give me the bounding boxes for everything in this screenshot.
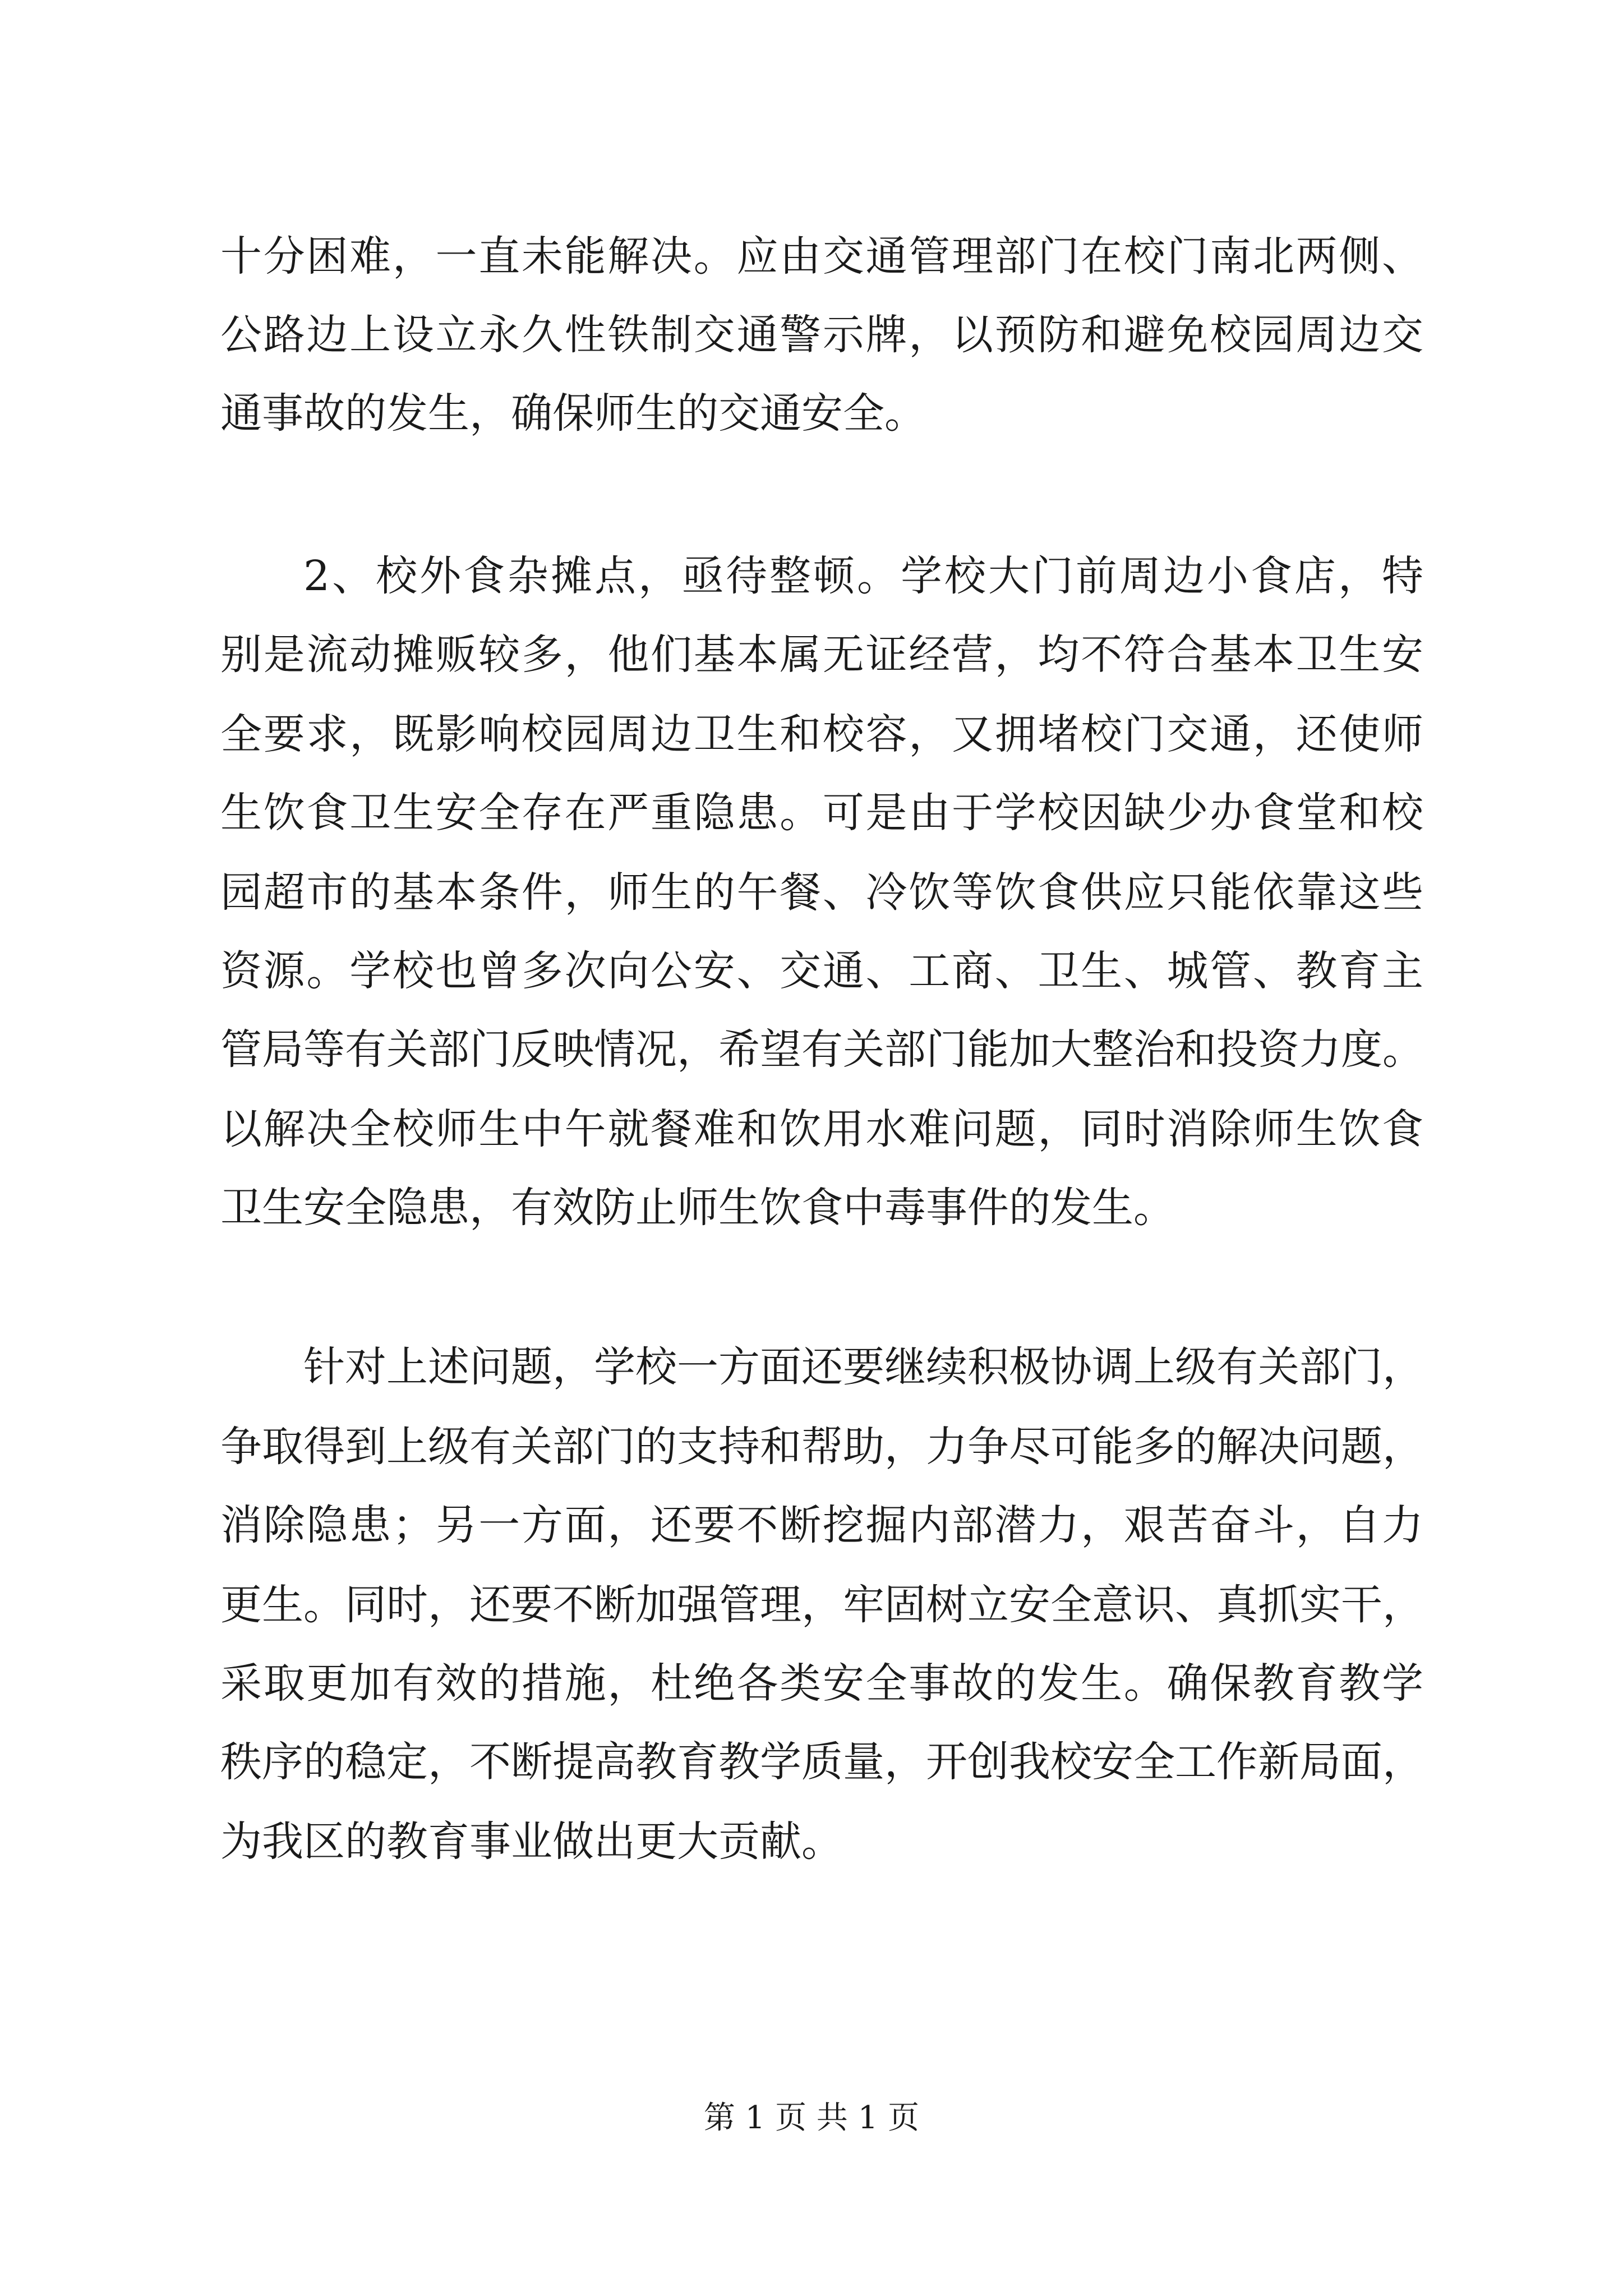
paragraph-1-line-1: 十分困难，一直未能解决。应由交通管理部门在校门南北两侧、 [220,232,1423,280]
paragraph-3-line-1: 针对上述问题，学校一方面还要继续积极协调上级有关部门， [303,1343,1424,1391]
paragraph-3-line-5: 采取更加有效的措施，杜绝各类安全事故的发生。确保教育教学 [220,1659,1423,1708]
paragraph-2-line-1: 2、校外食杂摊点，亟待整顿。学校大门前周边小食店，特 [303,552,1423,600]
paragraph-2-line-3: 全要求，既影响校园周边卫生和校容，又拥堵校门交通，还使师 [220,710,1423,758]
paragraph-2-line-8: 以解决全校师生中午就餐难和饮用水难问题，同时消除师生饮食 [220,1105,1423,1153]
paragraph-3-line-7: 为我区的教育事业做出更大贡献。 [220,1818,843,1866]
paragraph-2-line-9: 卫生安全隐患，有效防止师生饮食中毒事件的发生。 [220,1184,1175,1232]
paragraph-3-line-6: 秩序的稳定，不断提高教育教学质量，开创我校安全工作新局面， [220,1738,1424,1786]
paragraph-2-line-2: 别是流动摊贩较多，他们基本属无证经营，均不符合基本卫生安 [220,631,1423,679]
paragraph-1-line-3: 通事故的发生，确保师生的交通安全。 [220,389,926,438]
page-footer: 第 1 页 共 1 页 [703,2100,920,2136]
paragraph-1-line-2: 公路边上设立永久性铁制交通警示牌，以预防和避免校园周边交 [220,311,1423,359]
paragraph-3-line-4: 更生。同时，还要不断加强管理，牢固树立安全意识、真抓实干， [220,1581,1424,1629]
paragraph-3-line-3: 消除隐患；另一方面，还要不断挖掘内部潜力，艰苦奋斗，自力 [220,1501,1423,1549]
paragraph-2-line-6: 资源。学校也曾多次向公安、交通、工商、卫生、城管、教育主 [220,947,1423,995]
paragraph-2-line-7: 管局等有关部门反映情况，希望有关部门能加大整治和投资力度。 [220,1025,1424,1074]
paragraph-2-line-4: 生饮食卫生安全存在严重隐患。可是由于学校因缺少办食堂和校 [220,789,1423,837]
paragraph-3-line-2: 争取得到上级有关部门的支持和帮助，力争尽可能多的解决问题， [220,1423,1424,1471]
paragraph-2-line-5: 园超市的基本条件，师生的午餐、冷饮等饮食供应只能依靠这些 [220,868,1423,917]
